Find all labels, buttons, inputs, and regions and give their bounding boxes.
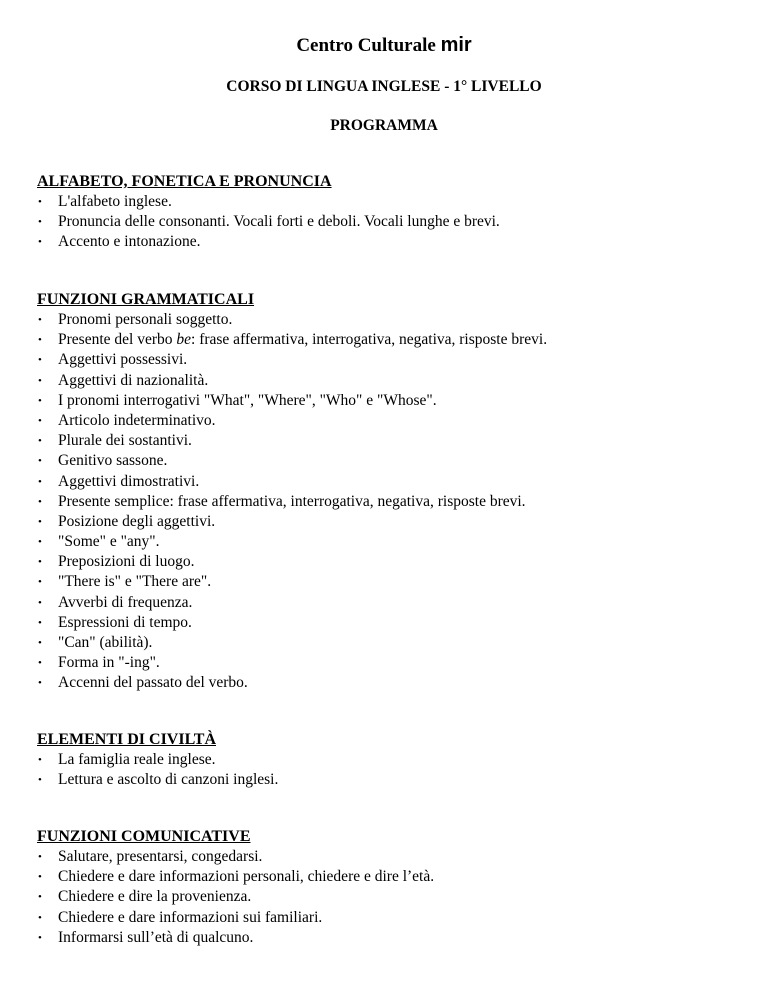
list-item bbox=[37, 431, 737, 451]
bullet-icon: • bbox=[38, 931, 42, 944]
list-item-text: Aggettivi possessivi. bbox=[58, 351, 188, 369]
list-item-text: L'alfabeto inglese. bbox=[58, 193, 172, 210]
list-item bbox=[37, 928, 737, 948]
section-communication bbox=[37, 827, 737, 948]
bullet-icon: • bbox=[38, 435, 42, 448]
list-item-text: Preposizioni di luogo. bbox=[58, 553, 195, 571]
bullet-icon: • bbox=[38, 774, 42, 787]
list-item-text: Accenni del passato del verbo. bbox=[58, 674, 248, 692]
list-item bbox=[37, 653, 737, 673]
list-item bbox=[37, 391, 737, 411]
list-item-text: La famiglia reale inglese. bbox=[58, 751, 216, 768]
bullet-icon: • bbox=[38, 414, 42, 427]
list-item-text: Aggettivi di nazionalità. bbox=[58, 371, 209, 389]
bullet-list bbox=[37, 847, 737, 948]
list-item-text: I pronomi interrogativi "What", "Where", "Who" e "Whose". bbox=[58, 391, 437, 409]
list-item bbox=[37, 330, 737, 350]
list-item bbox=[37, 371, 737, 391]
bullet-icon: • bbox=[38, 536, 42, 549]
bullet-icon: • bbox=[38, 374, 42, 387]
bullet-icon: • bbox=[38, 556, 42, 569]
section-phonetics bbox=[37, 172, 737, 253]
list-item-text: Salutare, presentarsi, congedarsi. bbox=[58, 848, 263, 865]
section-heading: ALFABETO, FONETICA E PRONUNCIA bbox=[37, 173, 332, 190]
list-item-text: Chiedere e dare informazioni personali, chiedere e dire l’età. bbox=[58, 868, 435, 886]
list-item-text: "Can" (abilità). bbox=[58, 634, 153, 651]
list-item-text: Avverbi di frequenza. bbox=[58, 593, 193, 611]
bullet-icon: • bbox=[38, 495, 42, 508]
course-title: CORSO DI LINGUA INGLESE - 1° LIVELLO bbox=[226, 78, 542, 95]
list-item-text: Presente semplice: frase affermativa, interrogativa, negativa, risposte brevi. bbox=[58, 492, 526, 510]
bullet-icon: • bbox=[38, 851, 42, 863]
list-item bbox=[37, 908, 737, 928]
list-item-text: Chiedere e dare informazioni sui familiari. bbox=[58, 908, 323, 926]
bullet-icon: • bbox=[38, 455, 42, 468]
list-item-text: Informarsi sull’età di qualcuno. bbox=[58, 928, 254, 946]
list-item bbox=[37, 472, 737, 492]
list-item bbox=[37, 613, 737, 633]
bullet-icon: • bbox=[38, 637, 42, 649]
list-item bbox=[37, 192, 737, 212]
bullet-list bbox=[37, 750, 737, 790]
list-item bbox=[37, 593, 737, 613]
bullet-icon: • bbox=[38, 216, 42, 229]
page-title bbox=[0, 34, 768, 57]
bullet-icon: • bbox=[38, 576, 42, 589]
list-item bbox=[37, 212, 737, 232]
list-item-text: Accento e intonazione. bbox=[58, 233, 201, 251]
list-item bbox=[37, 492, 737, 512]
list-item bbox=[37, 532, 737, 552]
section-heading: ELEMENTI DI CIVILTÀ bbox=[37, 731, 217, 748]
bullet-icon: • bbox=[38, 891, 42, 904]
list-item bbox=[37, 867, 737, 887]
list-item-text: Aggettivi dimostrativi. bbox=[58, 472, 200, 490]
bullet-icon: • bbox=[38, 354, 42, 367]
list-item-text: "Some" e "any". bbox=[58, 533, 160, 551]
bullet-icon: • bbox=[38, 677, 42, 690]
bullet-icon: • bbox=[38, 475, 42, 488]
list-item-text: Presente del verbo bbox=[58, 331, 177, 349]
bullet-list bbox=[37, 192, 737, 253]
bullet-icon: • bbox=[38, 616, 42, 629]
list-item bbox=[37, 310, 737, 330]
list-item-text: Articolo indeterminativo. bbox=[58, 411, 216, 429]
bullet-icon: • bbox=[38, 754, 42, 766]
title-prefix: Centro Culturale bbox=[296, 35, 441, 56]
list-item-emphasis: be bbox=[176, 331, 192, 349]
list-item bbox=[37, 887, 737, 907]
list-item-text: Genitivo sassone. bbox=[58, 452, 168, 470]
bullet-icon: • bbox=[38, 657, 42, 670]
list-item-text: "There is" e "There are". bbox=[58, 573, 212, 591]
list-item-text: Forma in "-ing". bbox=[58, 654, 160, 672]
list-item-text: Lettura e ascolto di canzoni inglesi. bbox=[58, 771, 279, 789]
list-item-text: Chiedere e dire la provenienza. bbox=[58, 888, 252, 906]
list-item-text: Pronuncia delle consonanti. Vocali forti e deboli. Vocali lunghe e brevi. bbox=[58, 213, 500, 231]
program-title: PROGRAMMA bbox=[330, 117, 438, 134]
list-item bbox=[37, 411, 737, 431]
list-item bbox=[37, 847, 737, 867]
section-grammar bbox=[37, 290, 737, 694]
list-item bbox=[37, 552, 737, 572]
bullet-list bbox=[37, 310, 737, 694]
bullet-icon: • bbox=[38, 515, 42, 528]
bullet-icon: • bbox=[38, 196, 42, 208]
bullet-icon: • bbox=[38, 236, 42, 249]
list-item-text: Posizione degli aggettivi. bbox=[58, 512, 216, 530]
list-item-text: Plurale dei sostantivi. bbox=[58, 432, 192, 450]
section-culture bbox=[37, 730, 737, 790]
section-heading: FUNZIONI COMUNICATIVE bbox=[37, 828, 251, 845]
list-item bbox=[37, 512, 737, 532]
list-item bbox=[37, 750, 737, 770]
bullet-icon: • bbox=[38, 314, 42, 326]
title-brand: mir bbox=[440, 34, 472, 56]
list-item bbox=[37, 673, 737, 693]
bullet-icon: • bbox=[38, 394, 42, 407]
list-item bbox=[37, 633, 737, 653]
list-item bbox=[37, 572, 737, 592]
section-heading: FUNZIONI GRAMMATICALI bbox=[37, 291, 255, 308]
bullet-icon: • bbox=[38, 911, 42, 924]
list-item bbox=[37, 350, 737, 370]
bullet-icon: • bbox=[38, 596, 42, 609]
bullet-icon: • bbox=[38, 871, 42, 884]
bullet-icon: • bbox=[38, 334, 42, 347]
list-item-text: Espressioni di tempo. bbox=[58, 613, 192, 631]
list-item bbox=[37, 232, 737, 252]
list-item bbox=[37, 451, 737, 471]
list-item bbox=[37, 770, 737, 790]
list-item-text: Pronomi personali soggetto. bbox=[58, 311, 233, 328]
list-item-text: : frase affermativa, interrogativa, negativa, risposte brevi. bbox=[191, 331, 548, 349]
